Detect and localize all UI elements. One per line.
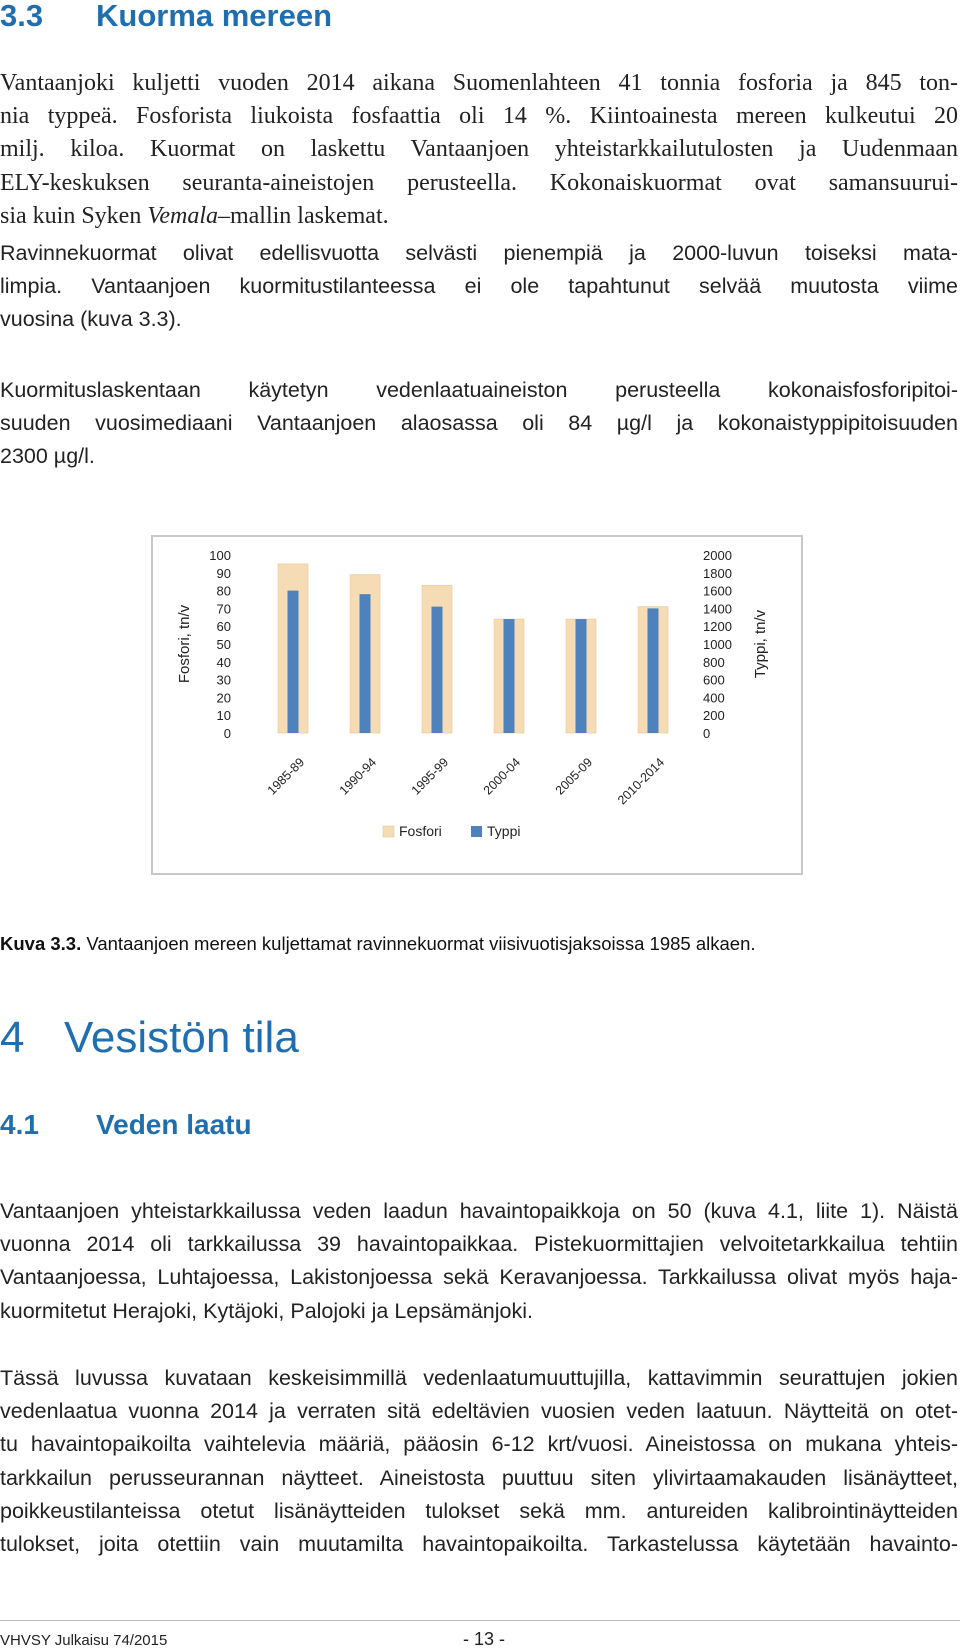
caption-label: Kuva 3.3. (0, 933, 82, 954)
y-tick-label-left: 30 (216, 672, 231, 688)
y-tick-label-right: 1400 (703, 601, 732, 617)
y-tick-label-right: 200 (703, 708, 725, 724)
y-tick-label-right: 800 (703, 654, 725, 670)
bar-typpi (432, 607, 443, 733)
paragraph-load-to-sea (0, 67, 958, 233)
y-tick-label-left: 100 (209, 548, 231, 563)
x-category-label: 2000-04 (480, 755, 524, 798)
y-tick-label-left: 80 (216, 583, 231, 599)
y-axis-title-right: Typpi, tn/v (752, 609, 769, 679)
text-line: tu havaintopaikoilta vaihtelevia määriä, pääosin 6-12 krt/vuosi. Aineistossa on mukana yhteis- (0, 1432, 958, 1457)
y-tick-label-left: 10 (216, 708, 231, 724)
y-tick-label-right: 600 (703, 672, 725, 688)
paragraph-monitoring-sites (0, 1195, 958, 1328)
text-line: vedenlaatua vuonna 2014 ja verraten sitä edeltävien vuosien veden laatuun. Näytteitä on otet- (0, 1399, 958, 1424)
chart-frame (151, 535, 803, 875)
section-heading-4-1 (0, 1109, 252, 1141)
x-category-label: 2010-2014 (614, 755, 668, 808)
chapter-title: Vesistön tila (64, 1013, 299, 1062)
y-tick-label-right: 2000 (703, 548, 732, 563)
text-line: nia typpeä. Fosforista liukoista fosfaattia oli 14 %. Kiintoainesta mereen kulkeutui 20 (0, 103, 958, 130)
text-line: tarkkailun perusseurannan näytteet. Aineistosta puuttuu siten ylivirtaamakauden lisänäytteet, (0, 1465, 958, 1490)
bar-typpi (648, 608, 659, 733)
section-number: 4.1 (0, 1109, 39, 1140)
text-line (0, 200, 958, 233)
text-line: Ravinnekuormat olivat edellisvuotta selvästi pienempiä ja 2000-luvun toiseksi mata- (0, 241, 958, 265)
y-tick-label-right: 1800 (703, 565, 732, 581)
y-tick-label-left: 0 (223, 726, 231, 741)
paragraph-chapter-description (0, 1362, 958, 1561)
y-tick-label-left: 60 (216, 619, 231, 635)
bar-typpi (288, 591, 299, 733)
text-line: milj. kiloa. Kuormat on laskettu Vantaanjoen yhteistarkkailutulosten ja Uudenmaan (0, 136, 958, 163)
y-tick-label-right: 1200 (703, 619, 732, 635)
text-line: Kuormituslaskentaan käytetyn vedenlaatuaineiston perusteella kokonaisfosforipitoi- (0, 378, 958, 402)
text-line: Vantaanjoessa, Luhtajoessa, Lakistonjoessa sekä Keravanjoessa. Tarkkailussa olivat myös haja- (0, 1265, 958, 1290)
text-line: kuormitetut Herajoki, Kytäjoki, Palojoki ja Lepsämänjoki. (0, 1298, 533, 1323)
paragraph-nutrient-loads (0, 237, 958, 337)
text-line: vuosina (kuva 3.3). (0, 307, 182, 332)
y-tick-label-left: 50 (216, 637, 231, 652)
footer-page-number: - 13 - (463, 1629, 506, 1649)
text-line: vuonna 2014 oli tarkkailussa 39 havaintopaikkaa. Pistekuormittajien velvoitetarkkailua tehtiin (0, 1232, 958, 1257)
bar-typpi (504, 619, 515, 733)
figure-caption (0, 933, 756, 955)
y-tick-label-right: 400 (703, 690, 725, 706)
y-tick-label-right: 1600 (703, 583, 732, 599)
y-tick-label-right: 0 (703, 726, 711, 741)
y-tick-label-left: 70 (216, 601, 231, 617)
text-fragment: –mallin laskemat. (217, 202, 389, 229)
text-line: limpia. Vantaanjoen kuormitustilanteessa ei ole tapahtunut selvää muutosta viime (0, 274, 958, 299)
chapter-heading-4 (0, 1013, 299, 1063)
legend-swatch-typpi (471, 826, 482, 837)
text-line: Tässä luvussa kuvataan keskeisimmillä vedenlaatumuuttujilla, kattavimmin seurattujen jokien (0, 1366, 958, 1390)
paragraph-concentrations (0, 374, 958, 474)
y-tick-label-left: 20 (216, 690, 231, 706)
y-tick-label-right: 1000 (703, 637, 732, 652)
legend-label-fosfori: Fosfori (399, 823, 442, 839)
footer-divider (0, 1620, 960, 1621)
section-title: Kuorma mereen (96, 0, 333, 33)
chapter-number: 4 (0, 1013, 25, 1062)
section-heading-3-3 (0, 0, 332, 34)
model-name: Vemala (147, 202, 218, 229)
legend-label-typpi: Typpi (487, 823, 521, 839)
text-line: Vantaanjoen yhteistarkkailussa veden laadun havaintopaikkoja on 50 (kuva 4.1, liite 1). Näistä (0, 1199, 958, 1223)
y-tick-label-left: 40 (216, 654, 231, 670)
text-line: poikkeustilanteissa otetut lisänäytteiden tulokset sekä mm. antureiden kalibrointinäytteiden (0, 1498, 958, 1523)
y-tick-label-left: 90 (216, 565, 231, 581)
bar-typpi (576, 619, 587, 733)
y-axis-title-left: Fosfori, tn/v (176, 604, 193, 684)
x-category-label: 1985-89 (264, 755, 308, 798)
legend-swatch-fosfori (383, 826, 394, 837)
text-line: Vantaanjoki kuljetti vuoden 2014 aikana Suomenlahteen 41 tonnia fosforia ja 845 ton- (0, 70, 958, 96)
section-title: Veden laatu (96, 1109, 252, 1140)
text-line: 2300 µg/l. (0, 444, 95, 469)
x-category-label: 1990-94 (336, 755, 380, 798)
text-line: ELY-keskuksen seuranta-aineistojen perusteella. Kokonaiskuormat ovat samansuurui- (0, 169, 958, 196)
bar-chart (153, 537, 801, 873)
x-category-label: 1995-99 (408, 755, 452, 798)
footer-publication: VHVSY Julkaisu 74/2015 (0, 1632, 168, 1649)
text-line: suuden vuosimediaani Vantaanjoen alaosassa oli 84 µg/l ja kokonaistyppipitoisuuden (0, 411, 958, 436)
caption-text: Vantaanjoen mereen kuljettamat ravinnekuormat viisivuotisjaksoissa 1985 alkaen. (81, 933, 756, 954)
section-number: 3.3 (0, 0, 44, 33)
text-fragment: sia kuin Syken (0, 202, 148, 229)
bar-typpi (360, 594, 371, 733)
x-category-label: 2005-09 (552, 755, 596, 798)
text-line: tulokset, joita otettiin vain muutamilta havaintopaikoilta. Tarkastelussa käytetään havainto- (0, 1532, 958, 1557)
